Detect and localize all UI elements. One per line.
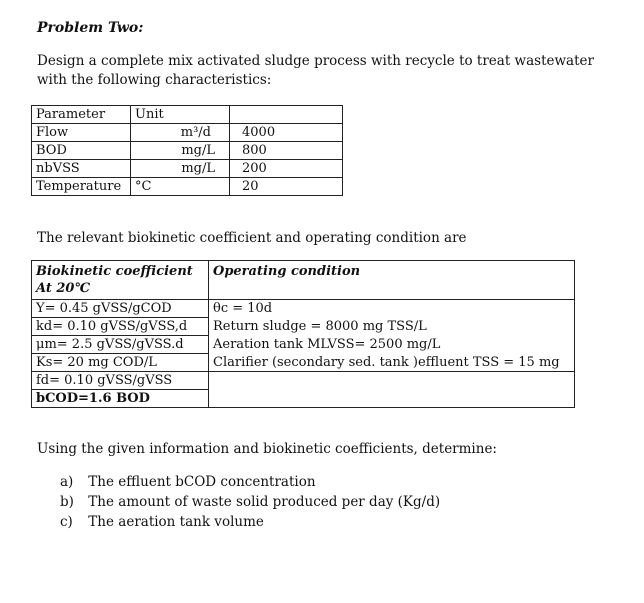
- condition-cell: Clarifier (secondary sed. tank )effluent TSS = 15 mg: [209, 354, 575, 372]
- question-label: c): [60, 514, 73, 530]
- condition-cell: Aeration tank MLVSS= 2500 mg/L: [213, 336, 441, 352]
- list-item: [60, 472, 440, 492]
- questions-list: [60, 472, 440, 532]
- question-text: The effluent bCOD concentration: [88, 474, 316, 490]
- table-header-row: [32, 106, 343, 124]
- value-cell: 800: [230, 142, 343, 160]
- question-text: The amount of waste solid produced per day (Kg/d): [88, 494, 441, 510]
- parameter-cell: BOD: [32, 142, 131, 160]
- parameter-cell: Flow: [32, 124, 131, 142]
- list-item: [60, 492, 440, 512]
- biokinetic-header-temp: At 20℃: [36, 281, 91, 296]
- coefficient-cell: kd= 0.10 gVSS/gVSS,d: [32, 318, 209, 336]
- parameter-cell: nbVSS: [32, 160, 131, 178]
- coefficient-cell: μm= 2.5 gVSS/gVSS.d: [32, 336, 209, 354]
- intro-paragraph: Design a complete mix activated sludge process with recycle to treat wastewater with the following characteristics:: [37, 53, 594, 88]
- coefficients-table: [31, 260, 575, 408]
- condition-cell: [209, 372, 575, 390]
- table-row: [32, 390, 575, 408]
- coefficient-cell: Y= 0.45 gVSS/gCOD: [32, 300, 209, 318]
- list-item: [60, 512, 440, 532]
- unit-cell: mg/L: [131, 142, 230, 160]
- value-cell: 200: [230, 160, 343, 178]
- table-row: [32, 354, 575, 372]
- parameter-cell: Temperature: [32, 178, 131, 196]
- table-row: [32, 336, 575, 354]
- table-row: [32, 178, 343, 196]
- problem-title: Problem Two:: [37, 20, 144, 36]
- coefficient-cell: bCOD=1.6 BOD: [32, 390, 209, 408]
- question-label: a): [60, 474, 74, 490]
- table-row: [32, 372, 575, 390]
- coefficient-cell: fd= 0.10 gVSS/gVSS: [32, 372, 209, 390]
- table-row: [32, 142, 343, 160]
- header-parameter: Parameter: [32, 106, 131, 124]
- table-row: [32, 300, 575, 318]
- unit-cell: mg/L: [131, 160, 230, 178]
- value-cell: 4000: [230, 124, 343, 142]
- table-row: [32, 160, 343, 178]
- relevant-paragraph: The relevant biokinetic coefficient and operating condition are: [37, 230, 467, 246]
- header-value: [230, 106, 343, 124]
- unit-cell: m³/d: [131, 124, 230, 142]
- condition-cell: θc = 10d: [213, 301, 273, 316]
- table-row: [32, 124, 343, 142]
- question-label: b): [60, 494, 74, 510]
- header-unit: Unit: [131, 106, 230, 124]
- condition-cell: Return sludge = 8000 mg TSS/L: [213, 318, 427, 334]
- characteristics-table: [31, 105, 343, 196]
- biokinetic-header-title: Biokinetic coefficient: [36, 264, 193, 279]
- condition-cell: [209, 390, 575, 408]
- question-text: The aeration tank volume: [88, 514, 264, 530]
- biokinetic-header: [32, 261, 209, 300]
- operating-header: [209, 261, 575, 300]
- determine-paragraph: Using the given information and biokinetic coefficients, determine:: [37, 441, 497, 457]
- operating-header-title: Operating condition: [213, 264, 361, 279]
- table-row: [32, 318, 575, 336]
- value-cell: 20: [230, 178, 343, 196]
- coefficient-cell: Ks= 20 mg COD/L: [32, 354, 209, 372]
- table-header-row: [32, 261, 575, 300]
- unit-cell: °C: [131, 178, 230, 196]
